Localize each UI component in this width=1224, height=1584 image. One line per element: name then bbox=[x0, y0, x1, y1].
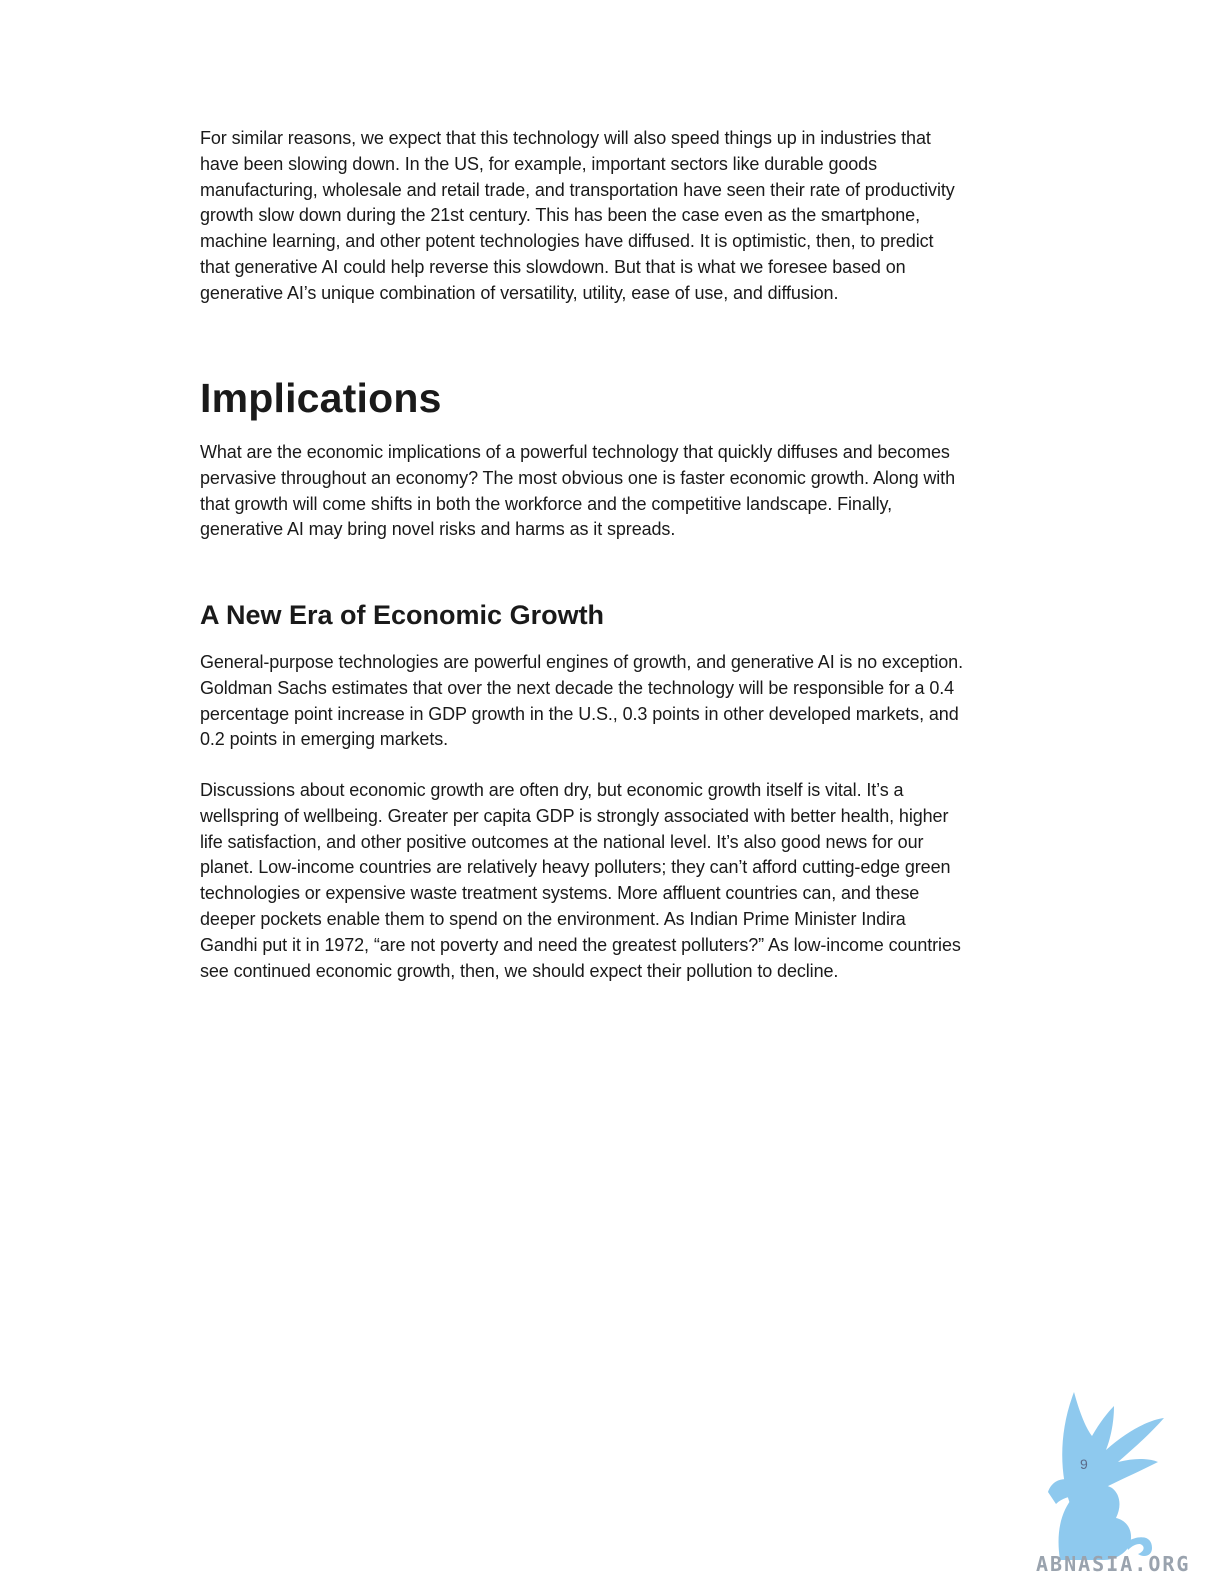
economic-growth-paragraph-2: Discussions about economic growth are often dry, but economic growth itself is vital. It’s a wellspring of wellbeing. Greater per capita GDP is strongly associated with better health, higher life satisfaction, and other positive outcomes at the national level. It’s also good news for our planet. Low-income countries are relatively heavy polluters; they can’t afford cutting-edge green technologies or expensive waste treatment systems. More affluent countries can, and these deeper pockets enable them to spend on the environment. As Indian Prime Minister Indira Gandhi put it in 1972, “are not poverty and need the greatest polluters?” As low-income countries see continued economic growth, then, we should expect their pollution to decline. bbox=[200, 780, 961, 981]
page-number: 9 bbox=[1080, 1456, 1088, 1472]
economic-growth-paragraph-1: General-purpose technologies are powerful engines of growth, and generative AI is no exception. Goldman Sachs estimates that over the next decade the technology will be responsible for a 0.4 percentage point increase in GDP growth in the U.S., 0.3 points in other developed markets, and 0.2 points in emerging markets. bbox=[200, 652, 963, 750]
economic-growth-heading: A New Era of Economic Growth bbox=[200, 600, 605, 630]
watermark-text: ABNASIA.ORG bbox=[1036, 1552, 1191, 1576]
intro-paragraph: For similar reasons, we expect that this technology will also speed things up in industries that have been slowing down. In the US, for example, important sectors like durable goods manufacturing, wholesale and retail trade, and transportation have seen their rate of productivity growth slow down during the 21st century. This has been the case even as the smartphone, machine learning, and other potent technologies have diffused. It is optimistic, then, to predict that generative AI could help reverse this slowdown. But that is what we foresee based on generative AI’s unique combination of versatility, utility, ease of use, and diffusion. bbox=[200, 128, 955, 303]
implications-paragraph: What are the economic implications of a powerful technology that quickly diffuses and becomes pervasive throughout an economy? The most obvious one is faster economic growth. Along with that growth will come shifts in both the workforce and the competitive landscape. Finally, generative AI may bring novel risks and harms as it spreads. bbox=[200, 442, 955, 540]
griffin-icon bbox=[1030, 1384, 1210, 1564]
implications-heading: Implications bbox=[200, 375, 442, 421]
